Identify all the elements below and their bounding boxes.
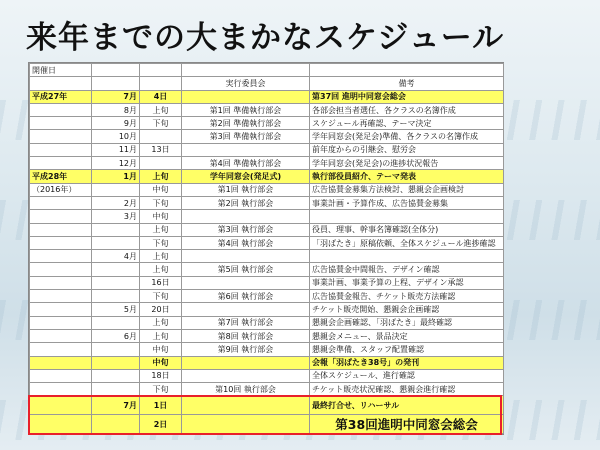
schedule-table <box>29 63 504 434</box>
month-cell: 11月 <box>92 143 140 156</box>
month-cell: 9月 <box>92 117 140 130</box>
day-cell: 上旬 <box>140 329 182 342</box>
day-cell: 上旬 <box>140 250 182 263</box>
month-cell: 7月 <box>92 396 140 415</box>
year-cell <box>30 303 92 316</box>
note-cell: 事業計画、事業予算の上程、デザイン承認 <box>310 276 504 289</box>
day-cell <box>140 157 182 170</box>
committee-cell: 第6回 執行部会 <box>182 290 310 303</box>
header-cell <box>30 77 92 90</box>
day-cell: 13日 <box>140 143 182 156</box>
year-cell <box>30 130 92 143</box>
day-cell: 下旬 <box>140 290 182 303</box>
note-cell: 役員、理事、幹事名簿確認(全体分) <box>310 223 504 236</box>
day-cell: 中旬 <box>140 183 182 196</box>
committee-cell: 第9回 執行部会 <box>182 343 310 356</box>
committee-cell <box>182 143 310 156</box>
committee-cell <box>182 356 310 369</box>
month-cell: 10月 <box>92 130 140 143</box>
month-cell: 12月 <box>92 157 140 170</box>
note-cell: 各部会担当者選任、各クラスの名簿作成 <box>310 103 504 116</box>
year-cell <box>30 210 92 223</box>
table-row <box>30 263 504 276</box>
note-cell: 学年同窓会(発足会)の進捗状況報告 <box>310 157 504 170</box>
table-row <box>30 276 504 289</box>
header-cell <box>92 77 140 90</box>
month-cell <box>92 383 140 396</box>
day-cell: 上旬 <box>140 103 182 116</box>
header-row-1 <box>30 64 504 77</box>
day-cell: 下旬 <box>140 236 182 249</box>
note-cell <box>310 250 504 263</box>
table-row <box>30 383 504 396</box>
committee-cell: 学年同窓会(発足式) <box>182 170 310 183</box>
final-rows-highlight-frame <box>28 395 502 435</box>
year-cell <box>30 143 92 156</box>
schedule-sheet <box>28 62 504 435</box>
year-cell <box>30 223 92 236</box>
table-row <box>30 356 504 369</box>
month-cell <box>92 290 140 303</box>
committee-cell <box>182 210 310 223</box>
table-row <box>30 183 504 196</box>
committee-cell: 第1回 執行部会 <box>182 183 310 196</box>
committee-cell <box>182 276 310 289</box>
committee-cell: 第4回 準備執行部会 <box>182 157 310 170</box>
table-row <box>30 196 504 209</box>
committee-cell <box>182 303 310 316</box>
year-cell <box>30 117 92 130</box>
note-cell: 懇親会企画確認、「羽ばたき」最終確認 <box>310 316 504 329</box>
year-cell <box>30 157 92 170</box>
month-cell <box>92 236 140 249</box>
committee-cell: 第7回 執行部会 <box>182 316 310 329</box>
month-cell <box>92 263 140 276</box>
note-cell: 広告協賛金募集方法検討、懇親会企画検討 <box>310 183 504 196</box>
table-row <box>30 170 504 183</box>
committee-cell: 第5回 執行部会 <box>182 263 310 276</box>
day-cell: 16日 <box>140 276 182 289</box>
year-cell <box>30 329 92 342</box>
table-row <box>30 316 504 329</box>
note-cell <box>310 210 504 223</box>
month-cell: 3月 <box>92 210 140 223</box>
committee-cell: 第8回 執行部会 <box>182 329 310 342</box>
note-cell: 会報「羽ばたき38号」の発刊 <box>310 356 504 369</box>
day-cell: 上旬 <box>140 170 182 183</box>
year-cell <box>30 236 92 249</box>
note-cell: 第38回進明中同窓会総会 <box>310 415 504 434</box>
year-cell <box>30 343 92 356</box>
month-cell <box>92 223 140 236</box>
table-row <box>30 343 504 356</box>
table-row <box>30 210 504 223</box>
day-cell: 上旬 <box>140 263 182 276</box>
note-cell: 学年同窓会(発足会)準備、各クラスの名簿作成 <box>310 130 504 143</box>
day-cell: 中旬 <box>140 210 182 223</box>
committee-cell: 第10回 執行部会 <box>182 383 310 396</box>
note-cell: 執行部役員紹介、テーマ発表 <box>310 170 504 183</box>
year-cell <box>30 356 92 369</box>
day-cell: 下旬 <box>140 117 182 130</box>
table-row <box>30 329 504 342</box>
note-cell: 広告協賛金報告、チケット販売方法確認 <box>310 290 504 303</box>
year-cell: 平成27年 <box>30 90 92 103</box>
month-cell: 6月 <box>92 329 140 342</box>
day-cell: 18日 <box>140 369 182 382</box>
day-cell: 上旬 <box>140 316 182 329</box>
note-cell: 広告協賛金中間報告、デザイン確認 <box>310 263 504 276</box>
header-cell <box>92 64 140 77</box>
header-committee: 実行委員会 <box>182 77 310 90</box>
header-cell <box>182 64 310 77</box>
header-cell <box>140 64 182 77</box>
header-row-2 <box>30 77 504 90</box>
note-cell: 前年度からの引継会、慰労会 <box>310 143 504 156</box>
committee-cell: 第3回 執行部会 <box>182 223 310 236</box>
day-cell: 1日 <box>140 396 182 415</box>
committee-cell: 第2回 執行部会 <box>182 196 310 209</box>
month-cell: 5月 <box>92 303 140 316</box>
day-cell: 4日 <box>140 90 182 103</box>
day-cell: 中旬 <box>140 356 182 369</box>
month-cell <box>92 343 140 356</box>
committee-cell <box>182 250 310 263</box>
year-cell <box>30 290 92 303</box>
table-row <box>30 369 504 382</box>
committee-cell <box>182 90 310 103</box>
committee-cell: 第4回 執行部会 <box>182 236 310 249</box>
note-cell: 「羽ばたき」原稿依頼、全体スケジュール進捗確認 <box>310 236 504 249</box>
table-row <box>30 236 504 249</box>
day-cell: 20日 <box>140 303 182 316</box>
table-row <box>30 157 504 170</box>
note-cell: 懇親会準備、スタッフ配置確認 <box>310 343 504 356</box>
month-cell <box>92 356 140 369</box>
note-cell: 最終打合せ、リハーサル <box>310 396 504 415</box>
note-cell: 第37回 進明中同窓会総会 <box>310 90 504 103</box>
table-row <box>30 103 504 116</box>
note-cell: 懇親会メニュー、景品決定 <box>310 329 504 342</box>
month-cell: 1月 <box>92 170 140 183</box>
year-cell <box>30 383 92 396</box>
month-cell: 4月 <box>92 250 140 263</box>
committee-cell: 第1回 準備執行部会 <box>182 103 310 116</box>
month-cell: 7月 <box>92 90 140 103</box>
day-cell <box>140 130 182 143</box>
note-cell: 全体スケジュール、進行確認 <box>310 369 504 382</box>
committee-cell <box>182 369 310 382</box>
note-cell: チケット販売状況確認、懇親会進行確認 <box>310 383 504 396</box>
header-note: 備考 <box>310 77 504 90</box>
table-row <box>30 130 504 143</box>
table-row <box>30 223 504 236</box>
day-cell: 上旬 <box>140 223 182 236</box>
year-cell <box>30 250 92 263</box>
year-cell <box>30 103 92 116</box>
year-cell <box>30 263 92 276</box>
committee-cell: 第2回 準備執行部会 <box>182 117 310 130</box>
slide-title: 来年までの大まかなスケジュール <box>26 20 505 56</box>
table-row <box>30 143 504 156</box>
year-cell <box>30 316 92 329</box>
year-cell: 平成28年 <box>30 170 92 183</box>
table-row <box>30 90 504 103</box>
header-cell: 開催日 <box>30 64 92 77</box>
table-row <box>30 250 504 263</box>
year-cell <box>30 196 92 209</box>
year-cell: （2016年） <box>30 183 92 196</box>
month-cell <box>92 183 140 196</box>
day-cell: 下旬 <box>140 196 182 209</box>
month-cell: 2月 <box>92 196 140 209</box>
month-cell <box>92 316 140 329</box>
header-cell <box>310 64 504 77</box>
table-row <box>30 290 504 303</box>
header-cell <box>140 77 182 90</box>
month-cell <box>92 276 140 289</box>
day-cell: 中旬 <box>140 343 182 356</box>
note-cell: チケット販売開始、懇親会企画確認 <box>310 303 504 316</box>
note-cell: スケジュール再確認、テーマ決定 <box>310 117 504 130</box>
note-cell: 事業計画・予算作成、広告協賛金募集 <box>310 196 504 209</box>
table-row <box>30 303 504 316</box>
day-cell: 下旬 <box>140 383 182 396</box>
year-cell <box>30 369 92 382</box>
year-cell <box>30 276 92 289</box>
month-cell <box>92 369 140 382</box>
day-cell: 2日 <box>140 415 182 434</box>
committee-cell: 第3回 準備執行部会 <box>182 130 310 143</box>
table-row <box>30 117 504 130</box>
month-cell: 8月 <box>92 103 140 116</box>
